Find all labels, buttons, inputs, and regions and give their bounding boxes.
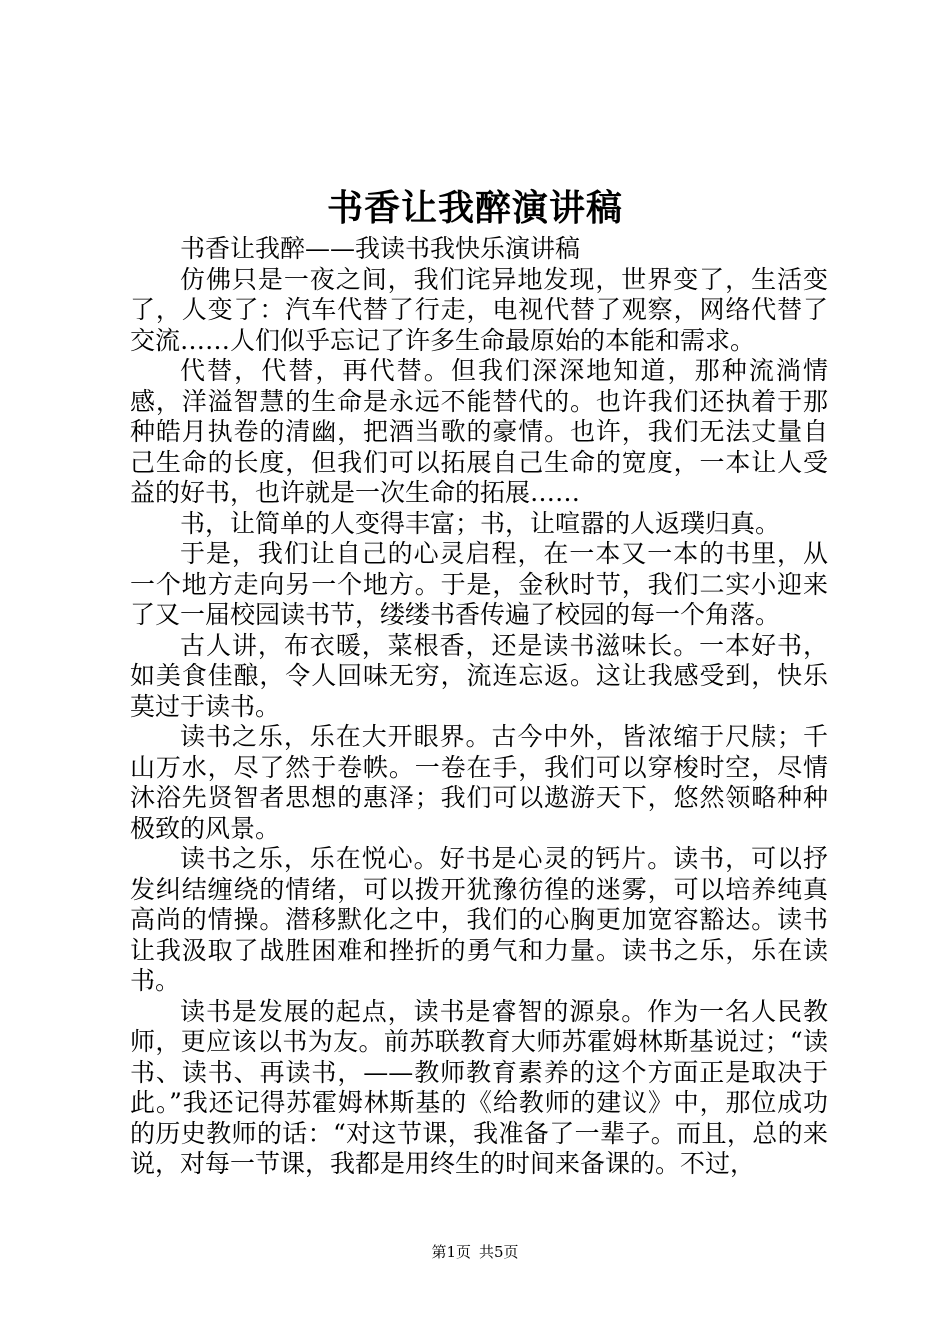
paragraph: 读书之乐，乐在大开眼界。古今中外，皆浓缩于尺牍；千山万水，尽了然于卷帙。一卷在手，我们可以穿梭时空，尽情沐浴先贤智者思想的惠泽；我们可以遨游天下，悠然领略种种极致的风景。: [130, 722, 828, 843]
paragraph-subtitle: 书香让我醉——我读书我快乐演讲稿: [180, 234, 581, 263]
page-footer: [0, 1240, 950, 1264]
paragraph: 古人讲，布衣暖，菜根香，还是读书滋味长。一本好书，如美食佳酿，令人回味无穷，流连忘返。这让我感受到，快乐莫过于读书。: [130, 630, 828, 721]
document-title: 书香让我醉演讲稿: [326, 187, 623, 229]
document-body: [130, 234, 828, 1180]
page-number: 第1页: [431, 1243, 471, 1261]
paragraph: 读书之乐，乐在悦心。好书是心灵的钙片。读书，可以抒发纠结缠绕的情绪，可以拨开犹豫彷徨的迷雾，可以培养纯真高尚的情操。潜移默化之中，我们的心胸更加宽容豁达。读书让我汲取了战胜困难和挫折的勇气和力量。读书之乐，乐在读书。: [130, 844, 828, 995]
paragraph: 代替，代替，再代替。但我们深深地知道，那种流淌情感，洋溢智慧的生命是永远不能替代的。也许我们还执着于那种皓月执卷的清幽，把酒当歌的豪情。也许，我们无法丈量自己生命的长度，但我们可以拓展自己生命的宽度，一本让人受益的好书，也许就是一次生命的拓展……: [130, 356, 828, 507]
paragraph: 仿佛只是一夜之间，我们诧异地发现，世界变了，生活变了，人变了：汽车代替了行走，电视代替了观察，网络代替了交流……人们似乎忘记了许多生命最原始的本能和需求。: [130, 264, 828, 355]
page-total: 共5页: [479, 1243, 519, 1261]
paragraph: 于是，我们让自己的心灵启程，在一本又一本的书里，从一个地方走向另一个地方。于是，金秋时节，我们二实小迎来了又一届校园读书节，缕缕书香传遍了校园的每一个角落。: [130, 539, 828, 629]
paragraph: 书，让简单的人变得丰富；书，让喧嚣的人返璞归真。: [180, 508, 781, 538]
paragraph: 读书是发展的起点，读书是睿智的源泉。作为一名人民教师，更应该以书为友。前苏联教育大师苏霍姆林斯基说过；“读书、读书、再读书，——教师教育素养的这个方面正是取决于此。”我还记得苏霍姆林斯基的《给教师的建议》中，那位成功的历史教师的话：“对这节课，我准备了一辈子。而且，总的来说，对每一节课，我都是用终生的时间来备课的。不过，: [130, 996, 828, 1178]
